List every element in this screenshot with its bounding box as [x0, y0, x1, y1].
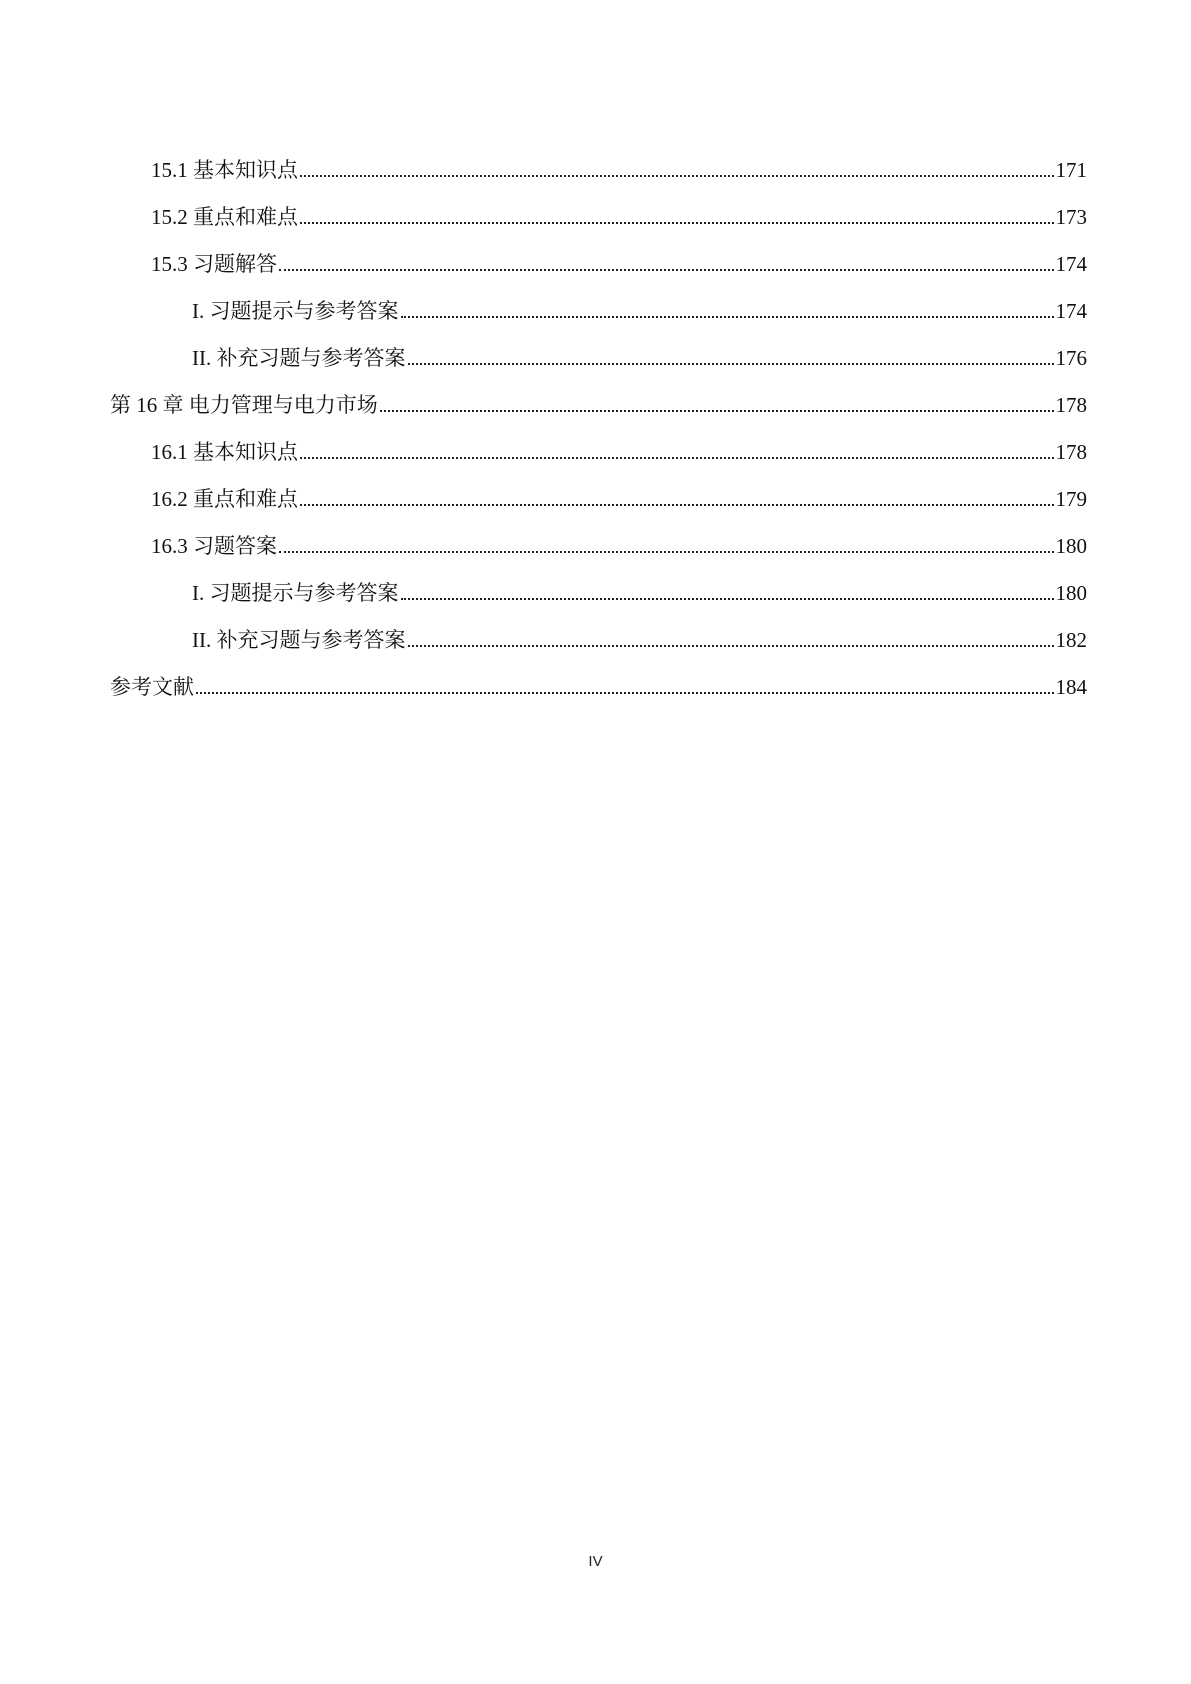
toc-entry-label: I. 习题提示与参考答案: [192, 299, 399, 323]
toc-entry-page: 178: [1055, 393, 1087, 417]
toc-entry[interactable]: [151, 432, 1087, 464]
toc-leader-dots: [401, 315, 1054, 318]
toc-entry-label: 15.3 习题解答: [151, 252, 277, 276]
toc-entry-page: 171: [1055, 158, 1087, 182]
toc-entry-label: 16.1 基本知识点: [151, 440, 298, 464]
toc-entry[interactable]: [151, 244, 1087, 276]
page-number: IV: [588, 1553, 603, 1570]
toc-entry-page: 173: [1055, 205, 1087, 229]
toc-leader-dots: [408, 644, 1054, 647]
toc-entry[interactable]: [151, 479, 1087, 511]
toc-entry[interactable]: [110, 385, 1087, 417]
toc-entry-page: 184: [1055, 675, 1087, 699]
toc-entry-page: 174: [1055, 299, 1087, 323]
toc-entry-label: II. 补充习题与参考答案: [192, 346, 406, 370]
toc-entry-label: 16.3 习题答案: [151, 534, 277, 558]
toc-entry-label: 15.1 基本知识点: [151, 158, 298, 182]
toc-entry-label: 15.2 重点和难点: [151, 205, 298, 229]
toc-leader-dots: [300, 174, 1054, 177]
toc-entry[interactable]: [192, 573, 1087, 605]
toc-leader-dots: [401, 597, 1054, 600]
toc-leader-dots: [196, 691, 1054, 694]
toc-entry-label: II. 补充习题与参考答案: [192, 628, 406, 652]
toc-entry-page: 182: [1055, 628, 1087, 652]
toc-leader-dots: [279, 550, 1054, 553]
toc-entry[interactable]: [110, 667, 1087, 699]
toc-entry[interactable]: [151, 197, 1087, 229]
toc-entry-page: 176: [1055, 346, 1087, 370]
toc-entry-page: 174: [1055, 252, 1087, 276]
toc-entry[interactable]: [192, 291, 1087, 323]
toc-entry[interactable]: [151, 150, 1087, 182]
toc-entry[interactable]: [192, 620, 1087, 652]
toc-entry-label: 16.2 重点和难点: [151, 487, 298, 511]
toc-entry[interactable]: [151, 526, 1087, 558]
toc-leader-dots: [279, 268, 1054, 271]
toc-entry-label: I. 习题提示与参考答案: [192, 581, 399, 605]
toc-leader-dots: [300, 456, 1054, 459]
toc-entry[interactable]: [192, 338, 1087, 370]
toc-leader-dots: [300, 503, 1054, 506]
toc-leader-dots: [408, 362, 1054, 365]
toc-entry-page: 180: [1055, 581, 1087, 605]
toc-entry-page: 180: [1055, 534, 1087, 558]
toc-entry-page: 178: [1055, 440, 1087, 464]
toc-entry-label: 参考文献: [110, 675, 194, 699]
toc-entry-label: 第 16 章 电力管理与电力市场: [110, 393, 378, 417]
toc-leader-dots: [300, 221, 1054, 224]
toc-entry-page: 179: [1055, 487, 1087, 511]
toc-leader-dots: [380, 409, 1054, 412]
